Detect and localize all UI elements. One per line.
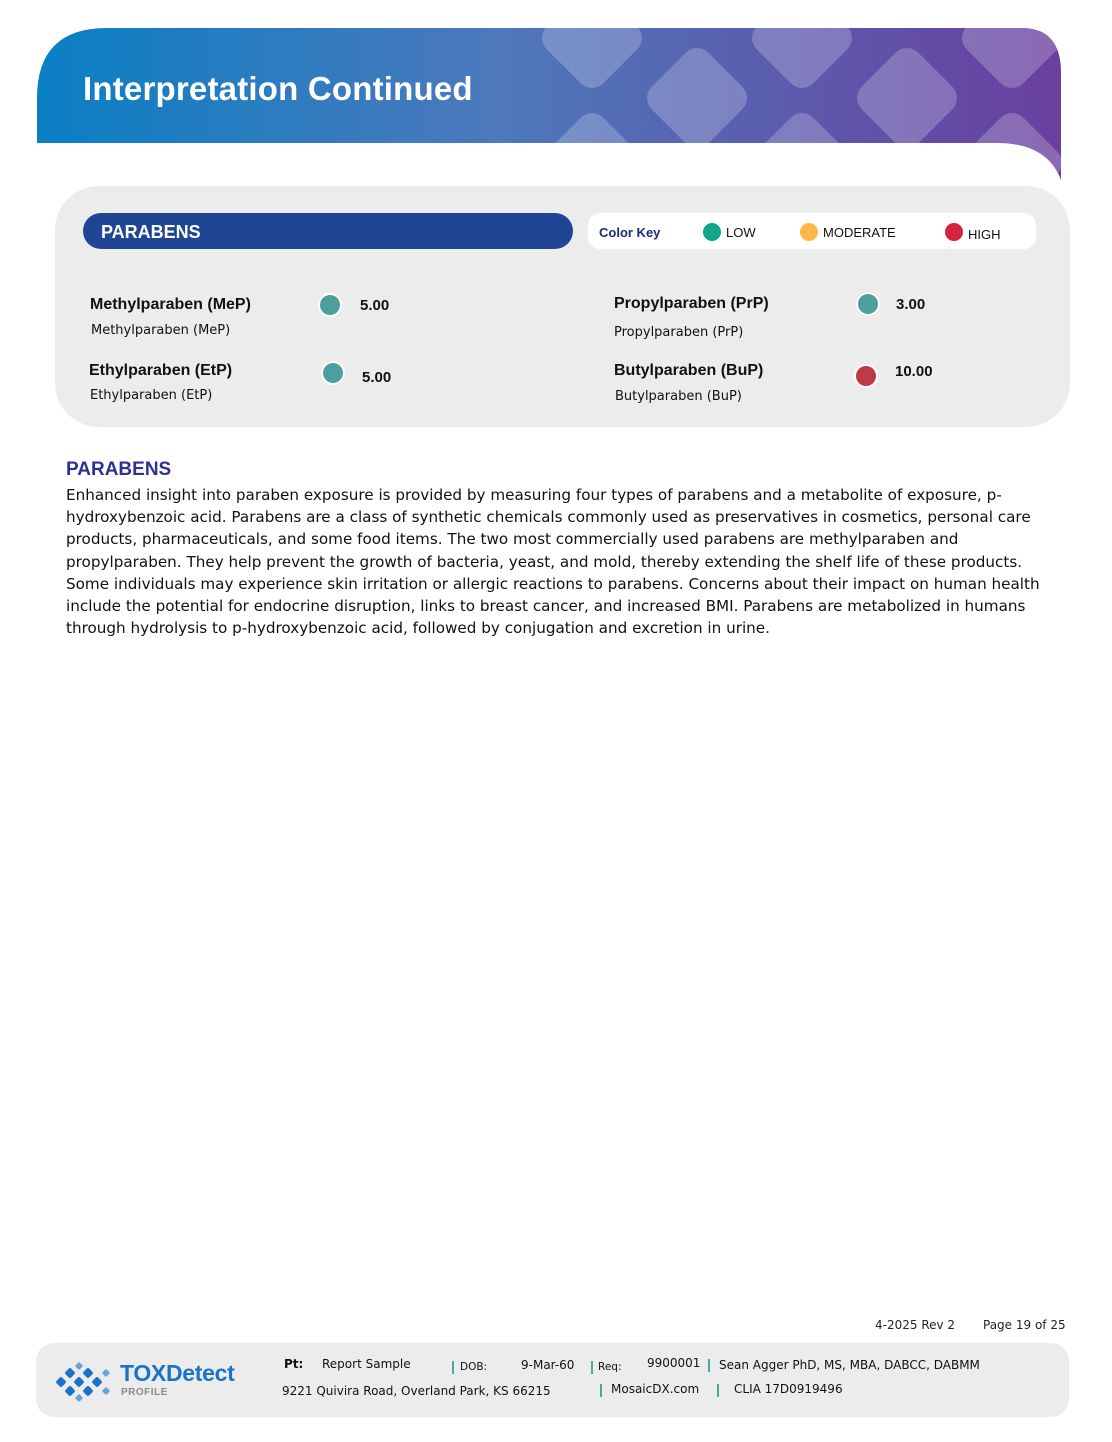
toxdetect-logo-icon bbox=[54, 1362, 116, 1402]
color-key-low-label: LOW bbox=[726, 225, 756, 240]
footer-separator bbox=[708, 1359, 710, 1372]
analyte-value-propylparaben: 3.00 bbox=[896, 296, 926, 313]
req-value: 9900001 bbox=[647, 1356, 701, 1370]
lab-director: Sean Agger PhD, MS, MBA, DABCC, DABMM bbox=[719, 1358, 980, 1372]
footer-separator bbox=[591, 1361, 593, 1374]
interpretation-heading: PARABENS bbox=[66, 459, 172, 480]
footer-separator bbox=[600, 1384, 602, 1397]
clia-number: CLIA 17D0919496 bbox=[734, 1382, 843, 1396]
revision-label: 4-2025 Rev 2 bbox=[875, 1318, 956, 1332]
req-label: Req: bbox=[598, 1361, 622, 1373]
low-level-dot-icon bbox=[858, 294, 878, 314]
analyte-name-propylparaben: Propylparaben (PrP) bbox=[614, 295, 769, 312]
header-banner bbox=[37, 28, 1061, 180]
moderate-dot-icon bbox=[800, 223, 818, 241]
logo-subtitle: PROFILE bbox=[121, 1387, 168, 1398]
lab-address: 9221 Quivira Road, Overland Park, KS 66215 bbox=[282, 1384, 551, 1398]
high-level-dot-icon bbox=[856, 366, 876, 386]
color-key bbox=[588, 213, 1036, 249]
high-dot-icon bbox=[945, 223, 963, 241]
analyte-name-ethylparaben: Ethylparaben (EtP) bbox=[89, 362, 233, 379]
color-key-title: Color Key bbox=[599, 225, 661, 240]
dob-value: 9-Mar-60 bbox=[521, 1358, 575, 1372]
website-link[interactable]: MosaicDX.com bbox=[611, 1382, 700, 1396]
color-key-moderate-label: MODERATE bbox=[823, 225, 896, 240]
analyte-value-butylparaben: 10.00 bbox=[895, 363, 933, 380]
parabens-results-card bbox=[55, 186, 1070, 427]
dob-label: DOB: bbox=[460, 1361, 488, 1373]
analyte-value-ethylparaben: 5.00 bbox=[362, 369, 392, 386]
section-label-pill bbox=[83, 213, 573, 249]
low-dot-icon bbox=[703, 223, 721, 241]
analyte-value-methylparaben: 5.00 bbox=[360, 297, 390, 314]
analyte-subtitle-butylparaben: Butylparaben (BuP) bbox=[615, 389, 742, 404]
logo-name: TOXDetect bbox=[120, 1360, 235, 1386]
patient-label: Pt: bbox=[284, 1357, 304, 1371]
analyte-name-methylparaben: Methylparaben (MeP) bbox=[90, 296, 251, 313]
footer-separator bbox=[452, 1361, 454, 1374]
analyte-subtitle-propylparaben: Propylparaben (PrP) bbox=[614, 325, 744, 340]
low-level-dot-icon bbox=[323, 363, 343, 383]
interpretation-body: Enhanced insight into paraben exposure is provided by measuring four types of parabens and a metabolite of exposure, p-hydroxybenzoic acid. Parabens are a class of synthetic chemicals commonly used as preservatives in cosmetics, personal care products, pharmaceuticals, and some food items. The two most commercially used parabens are methylparaben and propylparaben. They help prevent the growth of bacteria, yeast, and mold, thereby extending the shelf life of these products. Some individuals may experience skin irritation or allergic reactions to parabens. Concerns about their impact on human health include the potential for endocrine disruption, links to breast cancer, and increased BMI. Parabens are metabolized in humans through hydrolysis to p-hydroxybenzoic acid, followed by conjugation and excretion in urine. bbox=[66, 486, 1040, 638]
patient-value: Report Sample bbox=[322, 1357, 411, 1371]
page-title: Interpretation Continued bbox=[83, 70, 473, 107]
footer-separator bbox=[717, 1384, 719, 1397]
page-number: Page 19 of 25 bbox=[983, 1318, 1066, 1332]
color-key-high-label: HIGH bbox=[968, 227, 1001, 242]
section-label: PARABENS bbox=[101, 222, 201, 242]
analyte-subtitle-methylparaben: Methylparaben (MeP) bbox=[91, 323, 231, 338]
footer-bar bbox=[36, 1343, 1069, 1417]
analyte-name-butylparaben: Butylparaben (BuP) bbox=[614, 362, 764, 379]
analyte-subtitle-ethylparaben: Ethylparaben (EtP) bbox=[90, 388, 213, 403]
low-level-dot-icon bbox=[320, 295, 340, 315]
